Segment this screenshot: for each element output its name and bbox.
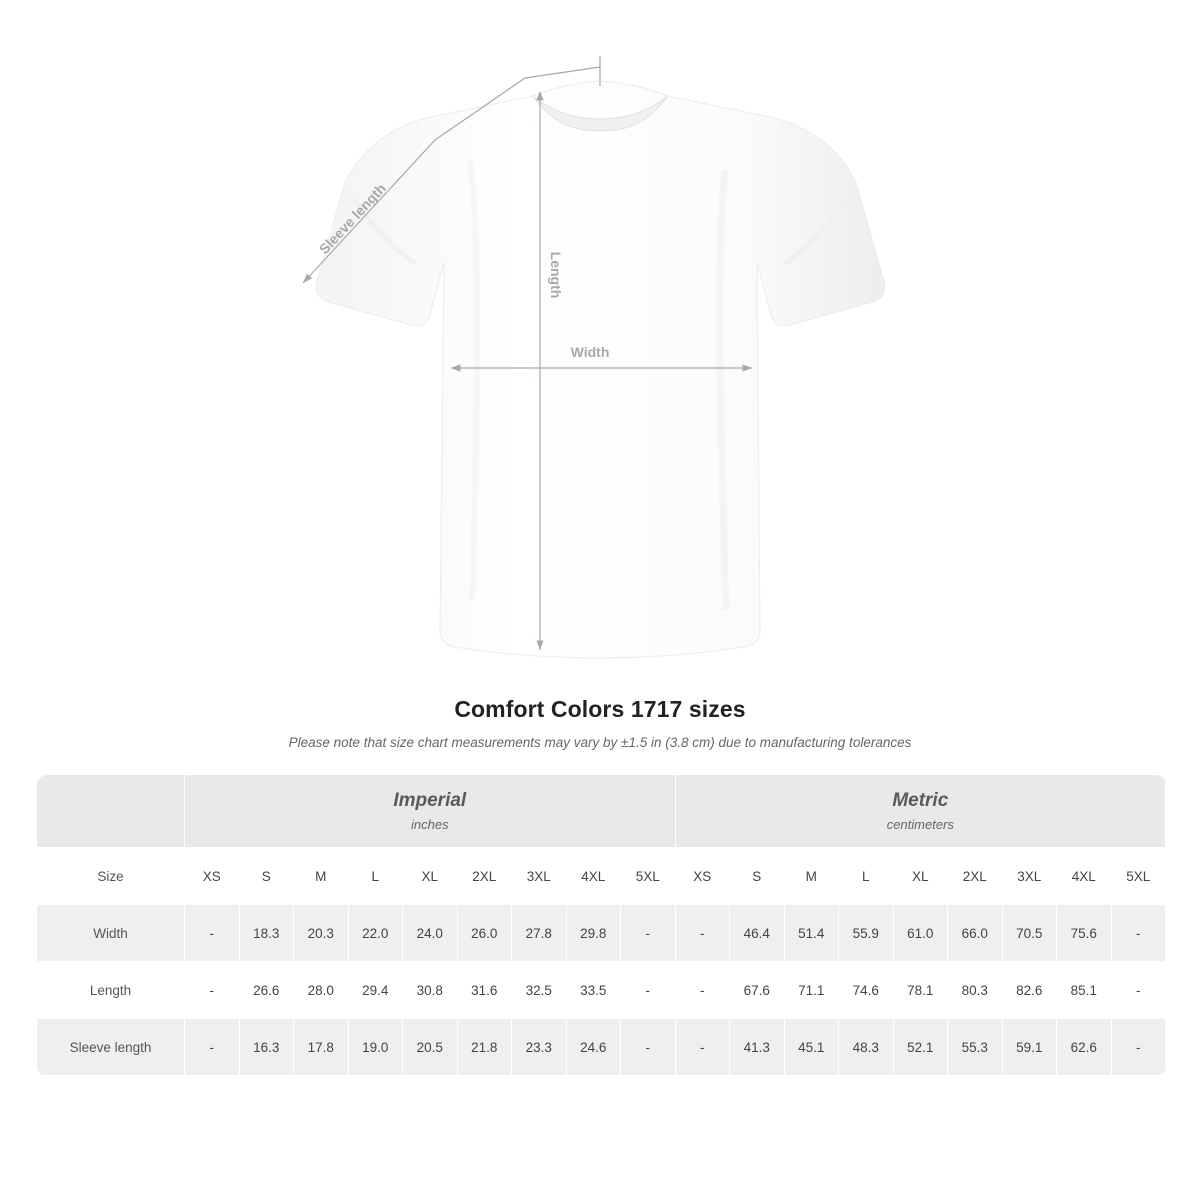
size-header-metric-xs: XS: [675, 848, 730, 905]
cell-length-imperial-2xl: 31.6: [457, 962, 512, 1019]
cell-length-imperial-xs: -: [185, 962, 240, 1019]
title-block: [0, 696, 1200, 750]
cell-width-imperial-2xl: 26.0: [457, 905, 512, 962]
cell-length-imperial-m: 28.0: [294, 962, 349, 1019]
length-label: Length: [548, 251, 564, 299]
row-label-length: Length: [37, 962, 185, 1019]
size-header-imperial-4xl: 4XL: [566, 848, 621, 905]
size-header-label: Size: [37, 848, 185, 905]
cell-sleeve-metric-4xl: 62.6: [1057, 1019, 1112, 1076]
cell-width-metric-s: 46.4: [730, 905, 785, 962]
size-header-metric-s: S: [730, 848, 785, 905]
cell-width-metric-m: 51.4: [784, 905, 839, 962]
width-label: Width: [570, 344, 610, 360]
cell-width-imperial-4xl: 29.8: [566, 905, 621, 962]
cell-width-imperial-m: 20.3: [294, 905, 349, 962]
size-header-row: [37, 848, 1166, 905]
cell-sleeve-imperial-4xl: 24.6: [566, 1019, 621, 1076]
cell-length-imperial-3xl: 32.5: [512, 962, 567, 1019]
cell-sleeve-metric-xs: -: [675, 1019, 730, 1076]
size-table: [36, 774, 1166, 1076]
cell-width-imperial-s: 18.3: [239, 905, 294, 962]
size-header-metric-4xl: 4XL: [1057, 848, 1112, 905]
unit-title-imperial: Imperial: [393, 790, 467, 811]
cell-sleeve-metric-m: 45.1: [784, 1019, 839, 1076]
size-header-imperial-l: L: [348, 848, 403, 905]
size-header-metric-m: M: [784, 848, 839, 905]
cell-sleeve-metric-3xl: 59.1: [1002, 1019, 1057, 1076]
cell-width-metric-xs: -: [675, 905, 730, 962]
size-header-imperial-m: M: [294, 848, 349, 905]
cell-sleeve-imperial-xl: 20.5: [403, 1019, 458, 1076]
size-header-imperial-xl: XL: [403, 848, 458, 905]
cell-length-metric-4xl: 85.1: [1057, 962, 1112, 1019]
cell-sleeve-metric-5xl: -: [1111, 1019, 1166, 1076]
cell-length-imperial-5xl: -: [621, 962, 676, 1019]
cell-width-metric-4xl: 75.6: [1057, 905, 1112, 962]
unit-header-row: [37, 775, 1166, 848]
cell-length-metric-l: 74.6: [839, 962, 894, 1019]
cell-length-imperial-4xl: 33.5: [566, 962, 621, 1019]
cell-length-imperial-xl: 30.8: [403, 962, 458, 1019]
cell-width-metric-5xl: -: [1111, 905, 1166, 962]
cell-width-metric-3xl: 70.5: [1002, 905, 1057, 962]
cell-sleeve-metric-s: 41.3: [730, 1019, 785, 1076]
cell-sleeve-metric-l: 48.3: [839, 1019, 894, 1076]
size-header-metric-xl: XL: [893, 848, 948, 905]
size-header-metric-5xl: 5XL: [1111, 848, 1166, 905]
cell-width-metric-l: 55.9: [839, 905, 894, 962]
table-row: [37, 905, 1166, 962]
unit-title-metric: Metric: [892, 790, 949, 811]
cell-sleeve-imperial-m: 17.8: [294, 1019, 349, 1076]
size-header-imperial-5xl: 5XL: [621, 848, 676, 905]
cell-length-metric-s: 67.6: [730, 962, 785, 1019]
size-header-imperial-s: S: [239, 848, 294, 905]
cell-length-metric-5xl: -: [1111, 962, 1166, 1019]
cell-sleeve-imperial-5xl: -: [621, 1019, 676, 1076]
cell-length-metric-3xl: 82.6: [1002, 962, 1057, 1019]
tshirt-shape: [316, 81, 885, 658]
cell-width-imperial-xl: 24.0: [403, 905, 458, 962]
page-title: Comfort Colors 1717 sizes: [454, 696, 746, 722]
table-row: [37, 1019, 1166, 1076]
size-header-imperial-xs: XS: [185, 848, 240, 905]
row-label-sleeve-length: Sleeve length: [37, 1019, 185, 1076]
cell-width-imperial-5xl: -: [621, 905, 676, 962]
cell-sleeve-imperial-2xl: 21.8: [457, 1019, 512, 1076]
unit-header-metric: [675, 775, 1166, 848]
measurement-note: Please note that size chart measurements may vary by ±1.5 in (3.8 cm) due to manufacturing tolerances: [288, 735, 912, 750]
cell-width-metric-xl: 61.0: [893, 905, 948, 962]
row-label-width: Width: [37, 905, 185, 962]
sleeve-length-label: Sleeve length: [315, 180, 389, 258]
table-row: [37, 962, 1166, 1019]
cell-sleeve-metric-2xl: 55.3: [948, 1019, 1003, 1076]
cell-sleeve-imperial-s: 16.3: [239, 1019, 294, 1076]
unit-header-spacer: [37, 775, 185, 848]
cell-length-imperial-l: 29.4: [348, 962, 403, 1019]
size-header-metric-l: L: [839, 848, 894, 905]
cell-width-metric-2xl: 66.0: [948, 905, 1003, 962]
cell-length-metric-xl: 78.1: [893, 962, 948, 1019]
cell-length-metric-2xl: 80.3: [948, 962, 1003, 1019]
cell-sleeve-imperial-3xl: 23.3: [512, 1019, 567, 1076]
size-header-metric-2xl: 2XL: [948, 848, 1003, 905]
cell-sleeve-imperial-l: 19.0: [348, 1019, 403, 1076]
size-table-wrapper: [36, 774, 1164, 1076]
cell-length-imperial-s: 26.6: [239, 962, 294, 1019]
cell-width-imperial-xs: -: [185, 905, 240, 962]
cell-sleeve-imperial-xs: -: [185, 1019, 240, 1076]
cell-length-metric-m: 71.1: [784, 962, 839, 1019]
size-header-imperial-3xl: 3XL: [512, 848, 567, 905]
cell-length-metric-xs: -: [675, 962, 730, 1019]
size-header-imperial-2xl: 2XL: [457, 848, 512, 905]
cell-sleeve-metric-xl: 52.1: [893, 1019, 948, 1076]
cell-width-imperial-3xl: 27.8: [512, 905, 567, 962]
cell-width-imperial-l: 22.0: [348, 905, 403, 962]
unit-sub-imperial: inches: [410, 817, 449, 832]
size-header-metric-3xl: 3XL: [1002, 848, 1057, 905]
unit-sub-metric: centimeters: [886, 817, 954, 832]
unit-header-imperial: [185, 775, 676, 848]
